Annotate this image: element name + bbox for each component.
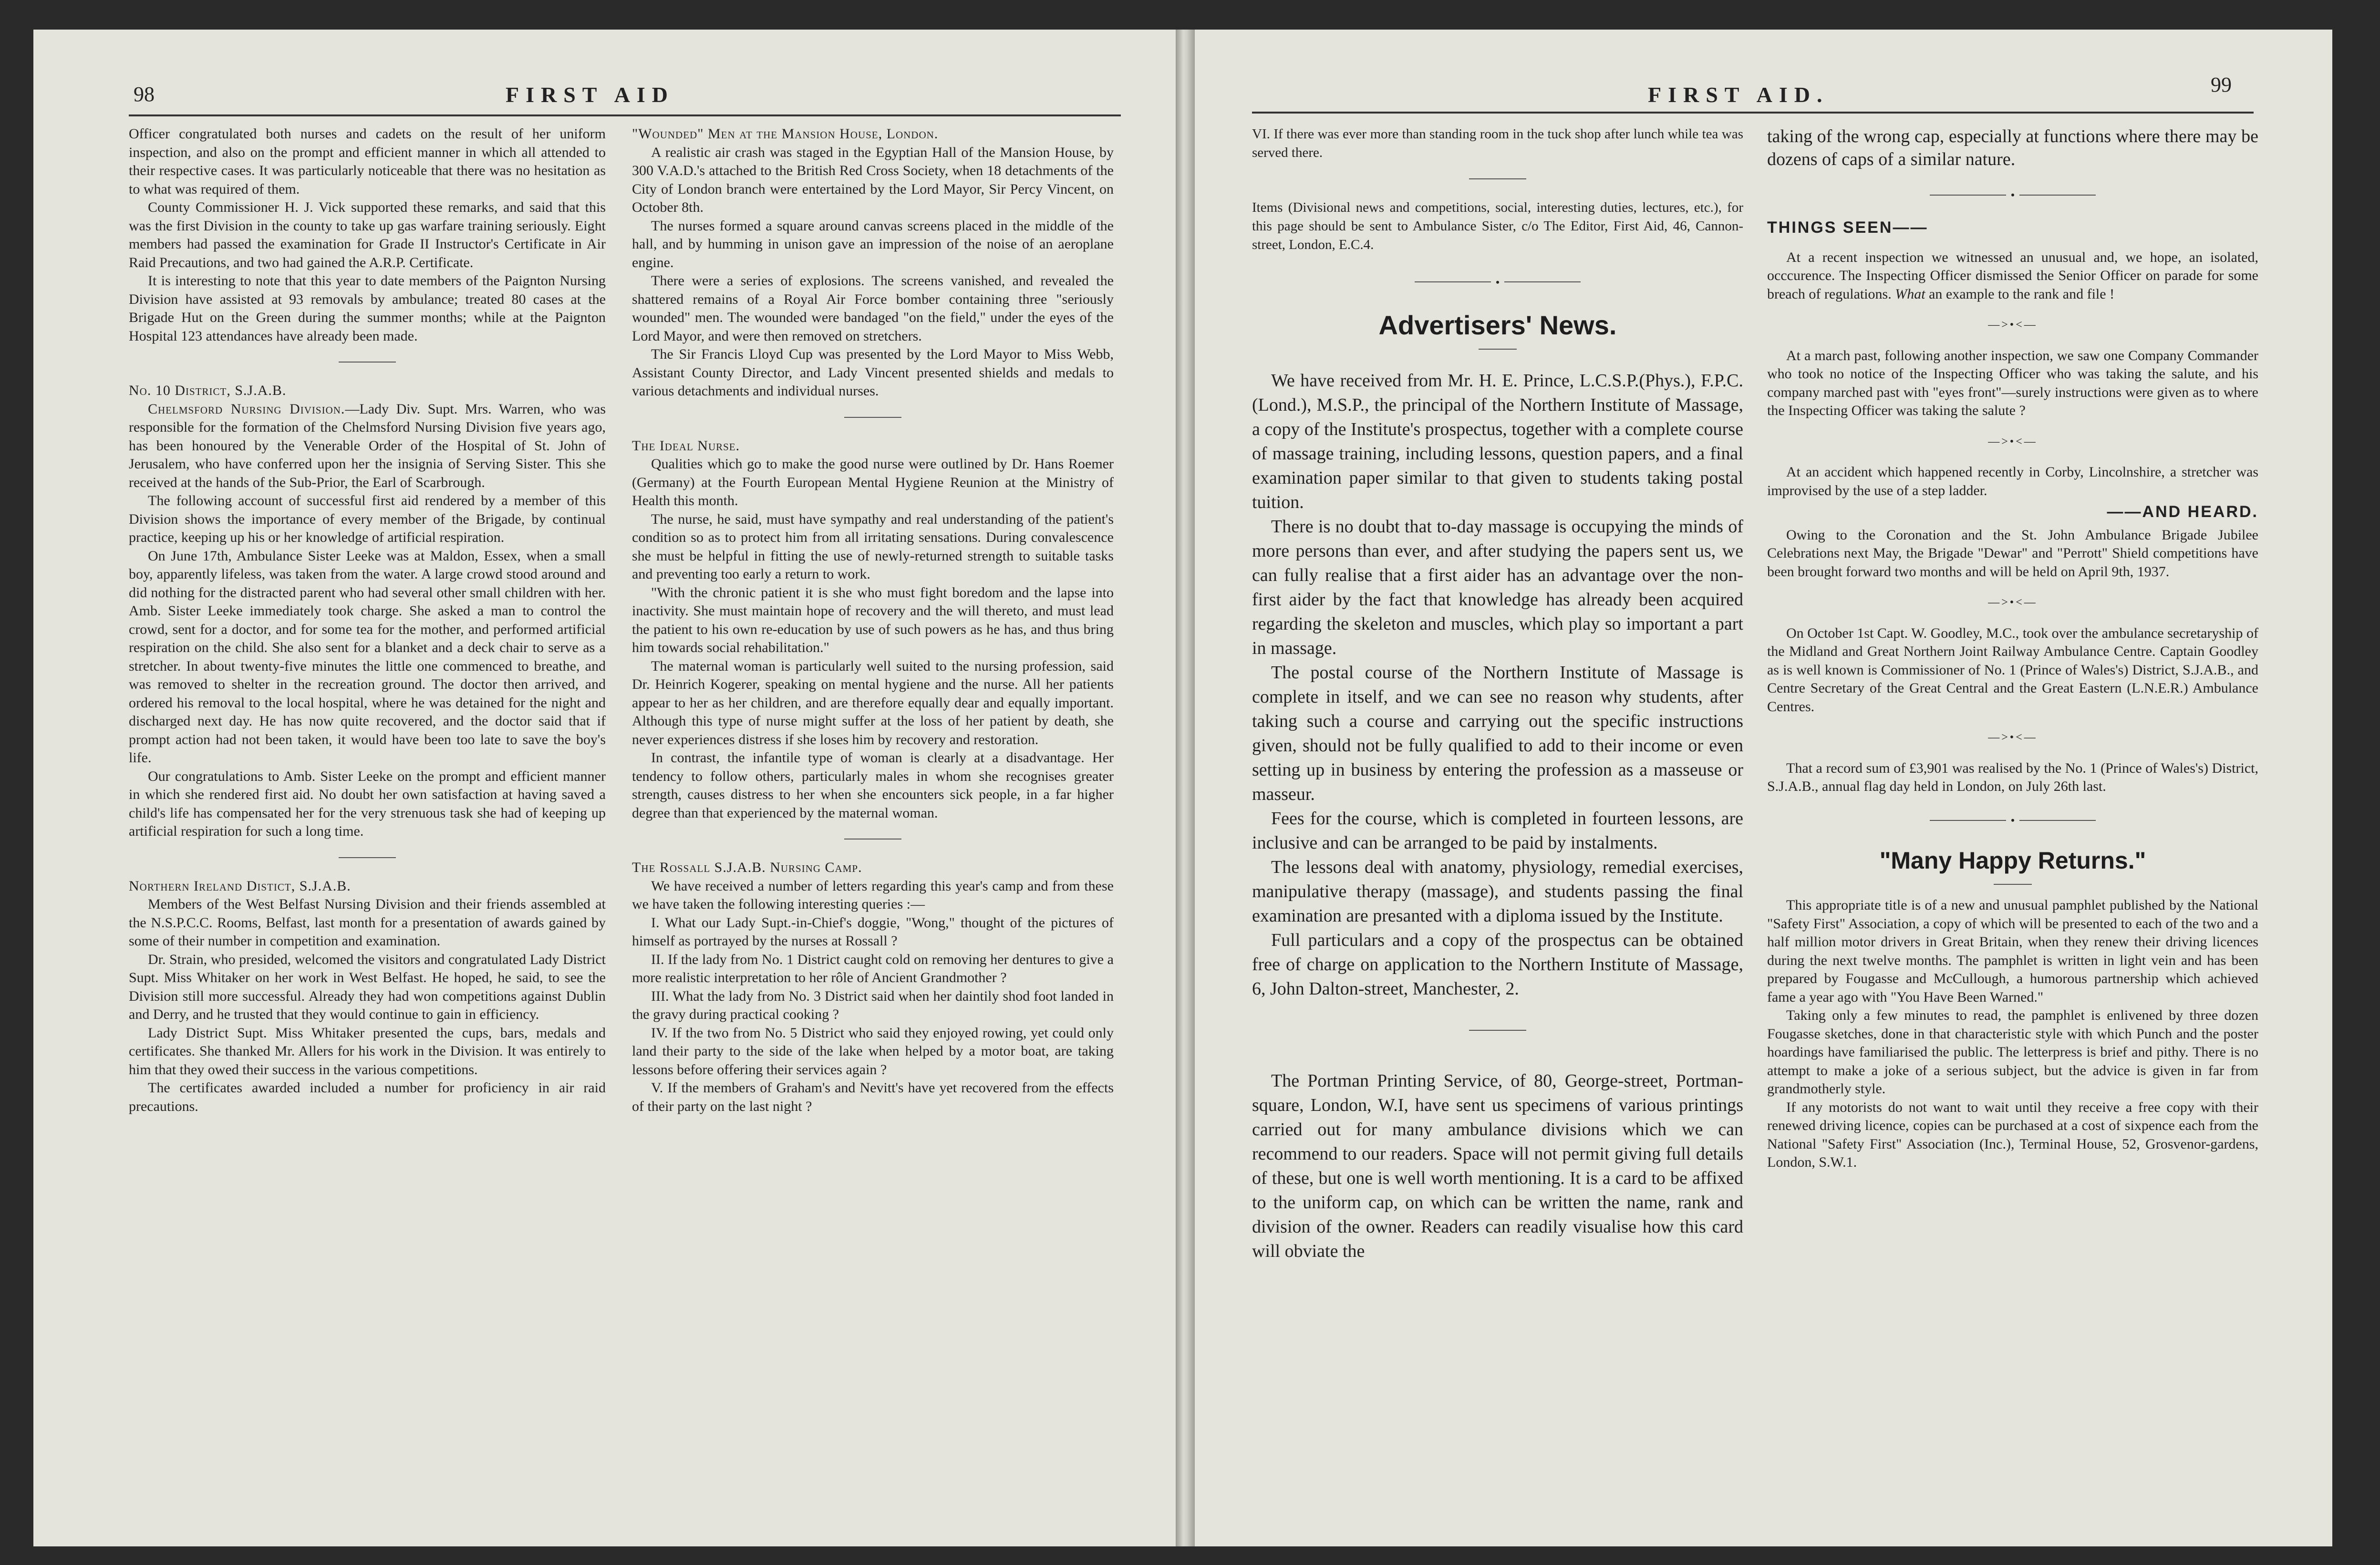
query-item: I. What our Lady Supt.-in-Chief's doggie, "Wong," thought of the pictures of himself as portrayed by the nurses at Rossall ? [632,914,1114,949]
paragraph: The Portman Printing Service, of 80, George-street, Portman-square, London, W.I, have sent us specimens of various printings carried out for many ambulance divisions which we can recommend to our readers. Space will not permit giving full details of these, but one is well worth mentioning. It is a card to be affixed to the uniform cap, on which can be written the name, rank and division of the owner. Readers can readily visualise how this card will obviate the [1252,1070,1743,1261]
paragraph: This appropriate title is of a new and unusual pamphlet published by the National "Safety First" Association, a copy of which will be presented to each of the two and a half million motor drivers in Great Britain, when they renew their driving licences during the next twelve months. The pamphlet is written in light vein and has been prepared by Fougasse and McCullough, a humorous partnership which achieved fame a year ago with "You Have Been Warned." [1767,897,2258,1005]
left-column-1 [129,125,606,1527]
paragraph: On October 1st Capt. W. Goodley, M.C., took over the ambulance secretaryship of the Midland and Great Northern Joint Railway Ambulance Centre. Captain Goodley as is well known is Commissioner of No. 1 (Prince of Wales's) District, S.J.A.B., and Centre Secretary of the Great Central and the Great Eastern (L.N.E.R.) Ambulance Centres. [1767,625,2258,715]
section-heading: No. 10 District, S.J.A.B. [129,383,287,398]
header-rule-right [1252,112,2254,114]
ornament-divider: • [1252,269,1743,294]
query-item: V. If the members of Graham's and Nevitt's have yet recovered from the effects of their party on the last night ? [632,1080,1114,1114]
section-heading: The Rossall S.J.A.B. Nursing Camp. [632,860,862,875]
paragraph: The Sir Francis Lloyd Cup was presented by the Lord Mayor to Miss Webb, Assistant County Director, and Lady Vincent presented shields and medals to various detachments and individual nurses. [632,346,1114,399]
paragraph: Dr. Strain, who presided, welcomed the visitors and congratulated Lady District Supt. Miss Whitaker on her work in West Belfast. He hoped, he said, to see the Division still more successful. Already they had won competitions against Dublin and Derry, and he trusted that they would continue to gain in efficiency. [129,951,606,1022]
paragraph: The maternal woman is particularly well suited to the nursing profession, said Dr. Heinrich Kogerer, speaking on mental hygiene and the nurse. All her patients appear to her as her children, and are therefore equally dear and equally important. Although this type of nurse might suffer at the loss of her patient by death, she never experiences distress if she loses him by recovery and restoration. [632,658,1114,747]
ornament-divider: • [1767,185,2258,204]
paragraph: There is no doubt that to-day massage is occupying the minds of more persons than ever, and after studying the papers sent us, we can fully realise that a first aider has an advantage over the non-first aider by the fact that knowledge has already been acquired regarding the skeleton and muscles, which play so important a part in massage. [1252,516,1743,658]
running-head-left: FIRST AID [506,83,674,107]
left-page [33,30,1176,1546]
paragraph: County Commissioner H. J. Vick supported these remarks, and said that this was the first Division in the county to take up gas warfare training seriously. Eight members had passed the examination for Grade II Instructor's Certificate in Air Raid Precautions, and two had gained the A.R.P. Certificate. [129,199,606,270]
title-underline [1994,884,2032,885]
section-divider [844,839,901,840]
section-divider [1469,1030,1526,1031]
paragraph: Fees for the course, which is completed in fourteen lessons, are inclusive and can be arranged to be paid by instalments. [1252,808,1743,853]
paragraph-text: an example to the rank and file ! [1925,286,2115,302]
paragraph: If any motorists do not want to wait until they receive a free copy with their renewed driving licence, copies can be purchased at a cost of sixpence each from the National "Safety First" Association (Inc.), Terminal House, 52, Grosvenor-gardens, London, S.W.1. [1767,1099,2258,1171]
paragraph: On June 17th, Ambulance Sister Leeke was at Maldon, Essex, when a small boy, apparently lifeless, was taken from the water. A large crowd stood around and did nothing for the distracted parent who had several other small children with her. Amb. Sister Leeke immediately took charge. She asked a man to control the crowd, sent for a doctor, and for some tea for the mother, and performed artificial respiration on the child. She also sent for a blanket and a deck chair to serve as a stretcher. In about twenty-five minutes the little one commenced to breathe, and was removed to shelter in the recreation ground. The doctor then arrived, and ordered his removal to the local hospital, where he was detained for the night and discharged next day. He has now quite recovered, and the doctor said that if prompt action had not been taken, it would have been too late to save the boy's life. [129,548,606,766]
left-column-2 [632,125,1114,1527]
section-divider [1469,178,1526,179]
section-heading: Northern Ireland Distict, S.J.A.B. [129,878,351,894]
query-item: VI. If there was ever more than standing room in the tuck shop after lunch while tea was served there. [1252,126,1743,160]
section-title: Advertisers' News. [1378,310,1617,340]
things-seen-heading: THINGS SEEN—— [1767,218,1928,237]
paragraph: We have received a number of letters regarding this year's camp and from these we have taken the following interesting queries :— [632,878,1114,912]
book-gutter [1176,30,1195,1546]
paragraph: Owing to the Coronation and the St. John Ambulance Brigade Jubilee Celebrations next May, the Brigade "Dewar" and "Perrott" Shield competitions have been brought forward two months and will be held on April 9th, 1937. [1767,527,2258,580]
italic-word: What [1895,286,1925,302]
paragraph: Lady District Supt. Miss Whitaker presented the cups, bars, medals and certificates. She thanked Mr. Allers for his work in the Division. It was entirely to him that they owed their success in the various competitions. [129,1025,606,1078]
ornament-divider: • [1767,810,2258,829]
paragraph: A realistic air crash was staged in the Egyptian Hall of the Mansion House, by 300 V.A.D.'s attached to the British Red Cross Society, when 18 detachments of the City of London branch were entertained by the Lord Mayor, Sir Percy Vincent, on October 8th. [632,144,1114,215]
page-number-right: 99 [2211,73,2232,96]
query-item: IV. If the two from No. 5 District who said they enjoyed rowing, yet could only land their party to the side of the lake when helped by a motor boat, are taking lessons before offering their services again ? [632,1025,1114,1078]
right-column-1 [1252,125,1743,1527]
running-head-right: FIRST AID. [1648,83,1829,107]
paragraph: "With the chronic patient it is she who must fight boredom and the lapse into inactivity. She must maintain hope of recovery and the will thereto, and must lead the patient to his own re-education by use of such powers as he has, and thus bring him towards social rehabilitation." [632,584,1114,655]
paragraph: There were a series of explosions. The screens vanished, and revealed the shattered remains of a Royal Air Force bomber containing three "seriously wounded" men. The wounded were bandaged "on the field," under the eyes of the Lord Mayor, and were then removed on stretchers. [632,273,1114,344]
paragraph [1767,249,2258,304]
paragraph: The postal course of the Northern Institute of Massage is complete in itself, and we can see no reason why students, after taking such a course and carrying out the specific instructions given, should not be fully qualified to add to their income or even setting up in business by entering the profession as a masseuse or masseur. [1252,662,1743,804]
paragraph: The nurse, he said, must have sympathy and real understanding of the patient's condition so as to protect him from all irritating sensations. During convalescence she must be helpful in fitting the use of newly-returned strength to suitable tasks and preventing too early a return to work. [632,511,1114,582]
paragraph: taking of the wrong cap, especially at functions where there may be dozens of caps of a similar nature. [1767,126,2258,169]
paragraph: Our congratulations to Amb. Sister Leeke on the prompt and efficient manner in which she rendered first aid. No doubt her own satisfaction at having saved a child's life has compensated her for the very strenuous task she had of keeping up artificial respiration for such a long time. [129,768,606,839]
ornament-divider: —>•<— [1988,319,2038,332]
paragraph: Officer congratulated both nurses and cadets on the result of her uniform inspection, and also on the prompt and efficient manner in which all attended to their respective cases. It was particularly noticeable that there was no hesitation as to what was required of them. [129,126,606,197]
page-number-left: 98 [134,83,155,106]
paragraph: Members of the West Belfast Nursing Division and their friends assembled at the N.S.P.C.C. Rooms, Belfast, last month for a presentation of awards gained by some of their number in competition and examination. [129,896,606,949]
section-divider [339,362,396,363]
section-heading: The Ideal Nurse. [632,437,740,454]
paragraph: At an accident which happened recently in Corby, Lincolnshire, a stretcher was improvised by the use of a step ladder. [1767,464,2258,498]
query-item: II. If the lady from No. 1 District caught cold on removing her dentures to give a more realistic interpretation to her rôle of Ancient Grandmother ? [632,951,1114,985]
lead-in: Chelmsford Nursing Division. [148,401,345,417]
right-column-2 [1767,125,2258,1527]
submission-notice: Items (Divisional news and competitions, social, interesting duties, lectures, etc.), for this page should be sent to Ambulance Sister, c/o The Editor, First Aid, 46, Cannon-street, London, E.C.4. [1252,200,1743,252]
section-heading: "Wounded" Men at the Mansion House, London. [632,126,939,142]
paragraph: Taking only a few minutes to read, the pamphlet is enlivened by three dozen Fougasse sketches, done in that characteristic style with which Punch and the poster hoardings have familiarised the public. The letterpress is brief and pithy. There is no attempt to make a joke of a serious subject, but the advice is given in far from grandmotherly style. [1767,1007,2258,1097]
paragraph [129,400,606,492]
and-heard-heading: ——AND HEARD. [2107,503,2258,521]
paragraph: That a record sum of £3,901 was realised by the No. 1 (Prince of Wales's) District, S.J.A.B., annual flag day held in London, on July 26th last. [1767,760,2258,795]
paragraph-text: At a recent inspection we witnessed an unusual and, we hope, an isolated, occcurence. The Inspecting Officer dismissed the Senior Officer on parade for some breach of regulations. [1767,249,2258,302]
paragraph: The lessons deal with anatomy, physiology, remedial exercises, manipulative therapy (massage), and students passing the final examination are presanted with a diploma issued by the Institute. [1252,857,1743,926]
paragraph: Qualities which go to make the good nurse were outlined by Dr. Hans Roemer (Germany) at the Fourth European Mental Hygiene Reunion at the Ministry of Health this month. [632,456,1114,508]
ornament-divider: —>•<— [1988,435,2038,448]
paragraph: The nurses formed a square around canvas screens placed in the middle of the hall, and by humming in unison gave an impression of the noise of an aeroplane engine. [632,218,1114,270]
paragraph: In contrast, the infantile type of woman is clearly at a disadvantage. Her tendency to follow others, particularly males in whom she recognises greater strength, causes distress to her when she encounters sick people, in a far higher degree than that experienced by the maternal woman. [632,750,1114,821]
paragraph: We have received from Mr. H. E. Prince, L.C.S.P.(Phys.), F.P.C.(Lond.), M.S.P., the principal of the Northern Institute of Massage, a copy of the Institute's prospectus, together with a complete course of massage training, including lessons, question papers, and a final examination paper similar to that given to students taking postal tuition. [1252,370,1743,512]
title-underline [1479,349,1517,350]
paragraph: The following account of successful first aid rendered by a member of this Division shows the importance of every member of the Brigade, by continual practice, keeping up his or her knowledge of artificial respiration. [129,493,606,545]
paragraph-text: —Lady Div. Supt. Mrs. Warren, who was responsible for the formation of the Chelmsford Nursing Division five years ago, has been honoured by the Venerable Order of the Hospital of St. John of Jerusalem, who have conferred upon her the insignia of Serving Sister. This she received at the hands of the Sub-Prior, the Earl of Scarbrough. [129,401,606,490]
paragraph: At a march past, following another inspection, we saw one Company Commander who took no notice of the Inspecting Officer who was taking the salute, and his company marched past with "eyes front"—surely instructions were given as to where the Inspecting Officer was taking the salute ? [1767,347,2258,419]
ornament-divider: —>•<— [1988,596,2038,609]
header-rule-left [129,114,1121,116]
query-item: III. What the lady from No. 3 District said when her daintily shod foot landed in the gravy during practical cooking ? [632,988,1114,1022]
paragraph: Full particulars and a copy of the prospectus can be obtained free of charge on application to the Northern Institute of Massage, 6, John Dalton-street, Manchester, 2. [1252,930,1743,999]
section-divider [844,417,901,418]
ornament-divider: —>•<— [1988,731,2038,744]
right-page [1195,30,2332,1546]
section-title: "Many Happy Returns." [1879,847,2146,874]
paragraph: The certificates awarded included a number for proficiency in air raid precautions. [129,1080,606,1114]
section-divider [339,857,396,858]
paragraph: It is interesting to note that this year to date members of the Paignton Nursing Division have assisted at 93 removals by ambulance; treated 80 cases at the Brigade Hut on the Green during the summer months; while at the Paignton Hospital 123 attendances have already been made. [129,273,606,344]
